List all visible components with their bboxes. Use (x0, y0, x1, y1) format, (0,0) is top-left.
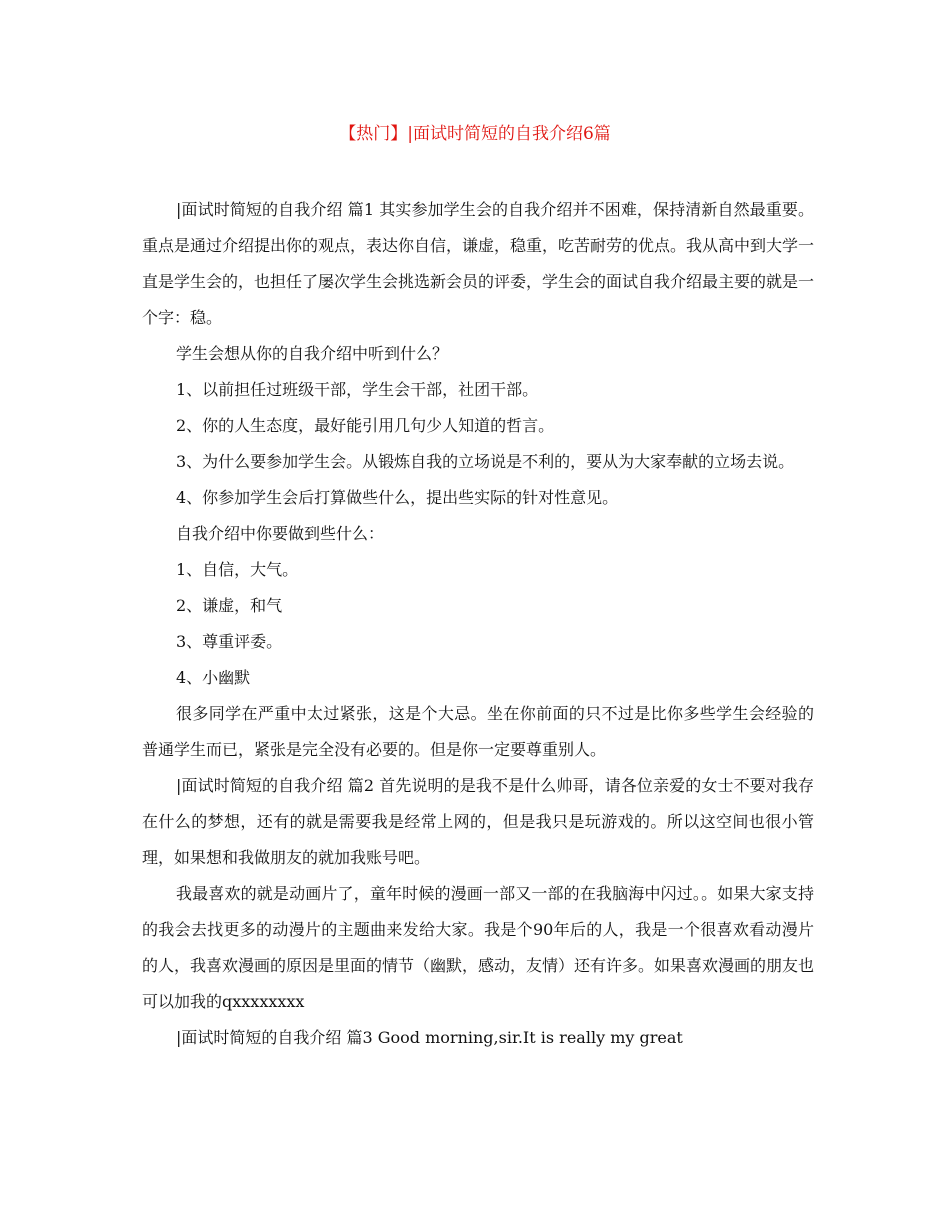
paragraph-15: |面试时简短的自我介绍 篇3 Good morning,sir.It is really my great (176, 1028, 683, 1047)
paragraph-11: 4、小幽默 (176, 668, 251, 687)
paragraph-13: |面试时简短的自我介绍 篇2 首先说明的是我不是什么帅哥，请各位亲爱的女士不要对我存在什么的梦想，还有的就是需要我是经常上网的，但是我只是玩游戏的。所以这空间也很小管理，如果想和我做朋友的就加我账号吧。 (142, 776, 814, 867)
document-body (142, 192, 814, 1056)
paragraph-7: 自我介绍中你要做到些什么： (176, 524, 385, 543)
document-title: 【热门】|面试时简短的自我介绍6篇 (339, 124, 611, 144)
paragraph-8: 1、自信，大气。 (176, 560, 299, 579)
paragraph-6: 4、你参加学生会后打算做些什么，提出些实际的针对性意见。 (176, 488, 619, 507)
paragraph-9: 2、谦虚，和气 (176, 596, 283, 615)
paragraph-10: 3、尊重评委。 (176, 632, 283, 651)
paragraph-12: 很多同学在严重中太过紧张，这是个大忌。坐在你前面的只不过是比你多些学生会经验的普通学生而已，紧张是完全没有必要的。但是你一定要尊重别人。 (142, 704, 814, 759)
paragraph-2: 学生会想从你的自我介绍中听到什么？ (176, 344, 449, 363)
paragraph-14: 我最喜欢的就是动画片了，童年时候的漫画一部又一部的在我脑海中闪过。。如果大家支持的我会去找更多的动漫片的主题曲来发给大家。我是个90年后的人，我是一个很喜欢看动漫片的人，我喜欢漫画的原因是里面的情节（幽默，感动，友情）还有许多。如果喜欢漫画的朋友也可以加我的qxxxxxxxx (142, 884, 815, 1011)
paragraph-3: 1、以前担任过班级干部，学生会干部，社团干部。 (176, 380, 539, 399)
paragraph-4: 2、你的人生态度，最好能引用几句少人知道的哲言。 (176, 416, 555, 435)
paragraph-5: 3、为什么要参加学生会。从锻炼自我的立场说是不利的，要从为大家奉献的立场去说。 (176, 452, 795, 471)
paragraph-1: |面试时简短的自我介绍 篇1 其实参加学生会的自我介绍并不困难，保持清新自然最重要。重点是通过介绍提出你的观点，表达你自信，谦虚，稳重，吃苦耐劳的优点。我从高中到大学一直是学生会的，也担任了屡次学生会挑选新会员的评委，学生会的面试自我介绍最主要的就是一个字：稳。 (142, 200, 815, 327)
